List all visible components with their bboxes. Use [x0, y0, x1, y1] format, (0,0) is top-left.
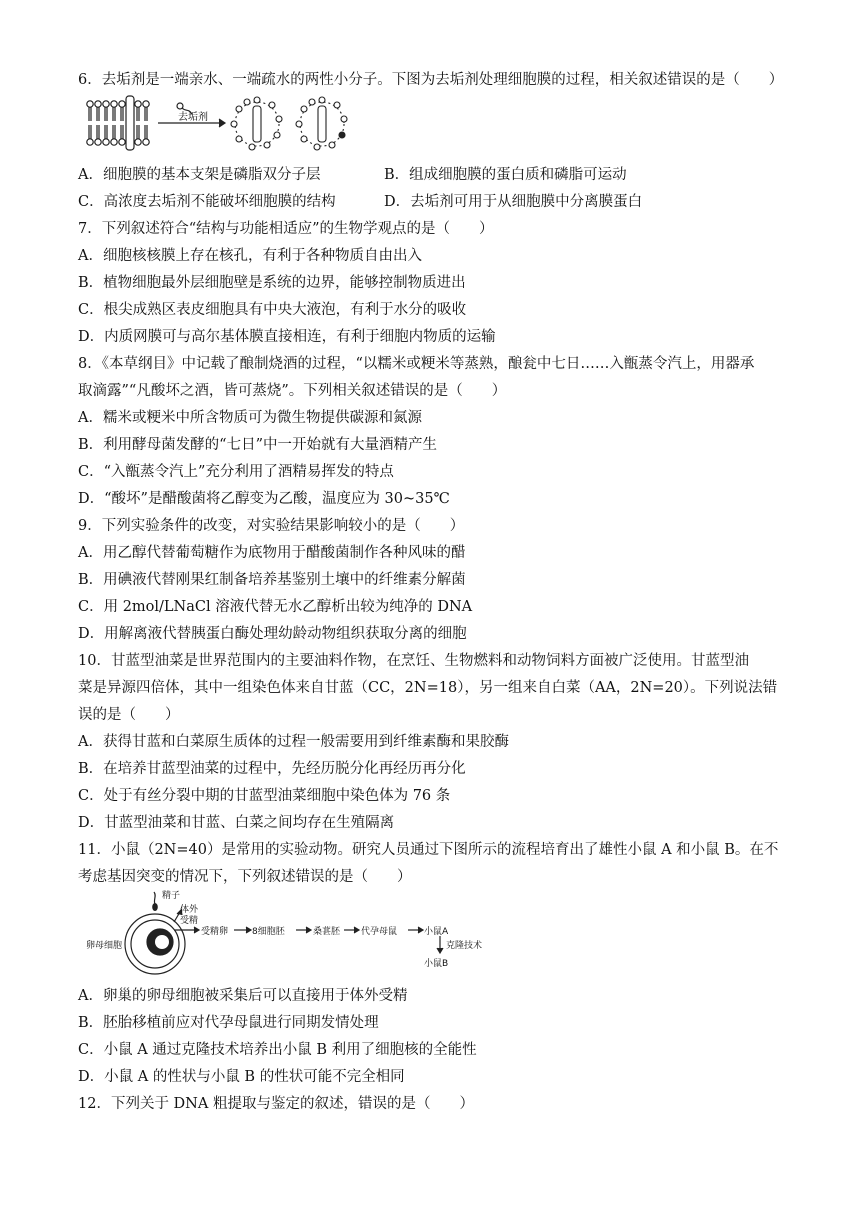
- label-morula: 桑葚胚: [313, 927, 341, 937]
- label-sperm: 精子: [162, 891, 181, 901]
- q7-stem: 7．下列叙述符合“结构与功能相适应”的生物学观点的是（ ）: [78, 221, 494, 237]
- q10-stem-line3: 误的是（ ）: [78, 707, 180, 723]
- q7-option-c: C．根尖成熟区表皮细胞具有中央大液泡，有利于水分的吸收: [78, 302, 467, 318]
- q6-option-d: D．去垢剂可用于从细胞膜中分离膜蛋白: [384, 194, 643, 210]
- q9-stem: 9．下列实验条件的改变，对实验结果影响较小的是（ ）: [78, 518, 465, 534]
- q6-option-c: C．高浓度去垢剂不能破坏细胞膜的结构: [78, 194, 336, 210]
- label-oocyte: 卵母细胞: [86, 941, 123, 951]
- q9-option-b: B．用碘液代替刚果红制备培养基鉴别土壤中的纤维素分解菌: [78, 572, 466, 588]
- q10-stem-line1: 10．甘蓝型油菜是世界范围内的主要油料作物，在烹饪、生物燃料和动物饲料方面被广泛使用。甘蓝型油: [78, 653, 749, 669]
- label-fert-2: 受精: [180, 916, 199, 926]
- micelle-left: [231, 97, 282, 150]
- membrane-bilayer: [87, 96, 149, 150]
- q9-option-a: A．用乙醇代替葡萄糖作为底物用于醋酸菌制作各种风味的醋: [78, 545, 466, 561]
- q10-option-c: C．处于有丝分裂中期的甘蓝型油菜细胞中染色体为 76 条: [78, 788, 451, 804]
- q7-option-a: A．细胞核核膜上存在核孔，有利于各种物质自由出入: [78, 248, 422, 264]
- q9-option-d: D．用解离液代替胰蛋白酶处理幼龄动物组织获取分离的细胞: [78, 626, 467, 642]
- label-surrogate-mother: 代孕母鼠: [361, 927, 398, 937]
- label-mouse-b: 小鼠B: [424, 959, 449, 969]
- q6-option-b: B．组成细胞膜的蛋白质和磷脂可运动: [384, 167, 627, 183]
- q8-option-d: D．“酸坏”是醋酸菌将乙醇变为乙酸，温度应为 30~35℃: [78, 491, 450, 507]
- q11-option-b: B．胚胎移植前应对代孕母鼠进行同期发情处理: [78, 1015, 379, 1031]
- q11-stem-line2: 考虑基因突变的情况下，下列叙述错误的是（ ）: [78, 869, 412, 885]
- q11-stem-line1: 11．小鼠（2N=40）是常用的实验动物。研究人员通过下图所示的流程培育出了雄性小鼠 A 和小鼠 B。在不: [78, 842, 779, 858]
- q8-option-a: A．糯米或粳米中所含物质可为微生物提供碳源和氮源: [78, 410, 422, 426]
- q6-stem: 6．去垢剂是一端亲水、一端疏水的两性小分子。下图为去垢剂处理细胞膜的过程，相关叙述错误的是（ ）: [78, 72, 784, 88]
- q12-stem: 12．下列关于 DNA 粗提取与鉴定的叙述，错误的是（ ）: [78, 1096, 474, 1112]
- label-8-cell-embryo: 8细胞胚: [252, 927, 285, 937]
- q6-membrane-figure: [82, 92, 352, 158]
- q11-option-a: A．卵巢的卵母细胞被采集后可以直接用于体外受精: [78, 988, 408, 1004]
- detergent-label: 去垢剂: [178, 112, 208, 123]
- q7-option-b: B．植物细胞最外层细胞壁是系统的边界，能够控制物质进出: [78, 275, 466, 291]
- q8-option-b: B．利用酵母菌发酵的“七日”中一开始就有大量酒精产生: [78, 437, 437, 453]
- q8-stem-line2: 取滴露”“凡酸坏之酒，皆可蒸烧”。下列相关叙述错误的是（ ）: [78, 383, 507, 399]
- sperm-shape: [154, 892, 155, 904]
- q11-flow-figure: [82, 890, 483, 982]
- label-mouse-a: 小鼠A: [424, 927, 449, 937]
- q11-option-c: C．小鼠 A 通过克隆技术培养出小鼠 B 利用了细胞核的全能性: [78, 1042, 477, 1058]
- q11-option-d: D．小鼠 A 的性状与小鼠 B 的性状可能不完全相同: [78, 1069, 405, 1085]
- q6-option-a: A．细胞膜的基本支架是磷脂双分子层: [78, 167, 321, 183]
- micelle-right: [296, 97, 347, 150]
- q7-option-d: D．内质网膜可与高尔基体膜直接相连，有利于细胞内物质的运输: [78, 329, 496, 345]
- q10-option-d: D．甘蓝型油菜和甘蓝、白菜之间均存在生殖隔离: [78, 815, 395, 831]
- q9-option-c: C．用 2mol/LNaCl 溶液代替无水乙醇析出较为纯净的 DNA: [78, 599, 473, 615]
- q8-stem-line1: 8．《本草纲目》中记载了酿制烧酒的过程，“以糯米或粳米等蒸熟，酿瓮中七日……入甑蒸令汽上，用器承: [78, 356, 755, 372]
- label-fert-1: 体外: [180, 905, 199, 915]
- q10-option-b: B．在培养甘蓝型油菜的过程中，先经历脱分化再经历再分化: [78, 761, 466, 777]
- label-zygote: 受精卵: [201, 927, 229, 937]
- q10-option-a: A．获得甘蓝和白菜原生质体的过程一般需要用到纤维素酶和果胶酶: [78, 734, 509, 750]
- q10-stem-line2: 菜是异源四倍体，其中一组染色体来自甘蓝（CC，2N=18），另一组来自白菜（AA，2N=20）。下列说法错: [78, 680, 778, 696]
- label-clone-tech: 克隆技术: [446, 941, 483, 951]
- q8-option-c: C．“入甑蒸令汽上”充分利用了酒精易挥发的特点: [78, 464, 394, 480]
